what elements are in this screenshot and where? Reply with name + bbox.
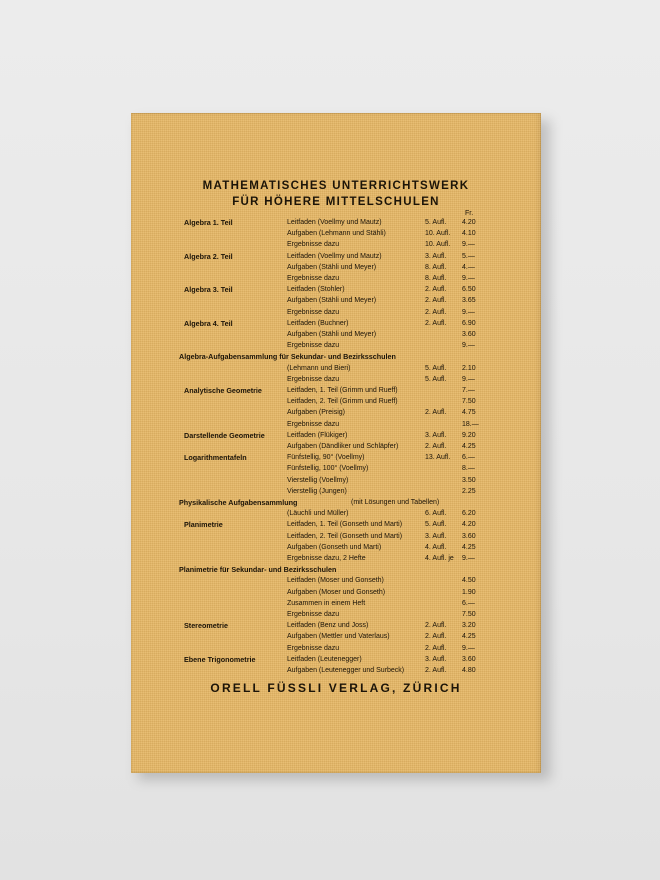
title-text: Ergebnisse dazu (287, 420, 340, 428)
price-text: 4.50 (462, 577, 476, 585)
category-label: Darstellende Geometrie (184, 430, 265, 440)
edition-text: 6. Aufl. (425, 510, 447, 518)
title-text: Leitfaden, 1. Teil (Gonseth und Marti) (287, 521, 403, 529)
title-text: (Läuchli und Müller) (287, 510, 349, 518)
price-text: 2.10 (462, 364, 476, 372)
list-item (131, 228, 541, 239)
edition-text: 8. Aufl. (425, 275, 447, 282)
title-text: Ergebnisse dazu (287, 644, 340, 652)
category-label: Algebra 4. Teil (184, 318, 233, 328)
list-item (131, 598, 541, 609)
list-item (131, 273, 541, 284)
title-text: Ergebnisse dazu, 2 Hefte (287, 555, 366, 562)
price-text: 3.20 (462, 622, 476, 630)
edition-text: 5. Aufl. (425, 364, 447, 372)
list-item (131, 486, 541, 497)
category-label: Algebra 1. Teil (184, 218, 233, 227)
price-text: 6.— (462, 454, 475, 462)
price-text: 3.65 (462, 297, 476, 305)
edition-text: 8. Aufl. (425, 263, 447, 271)
edition-text: 2. Aufl. (425, 644, 447, 652)
list-item (131, 497, 541, 508)
list-item (131, 665, 541, 676)
edition-text: 10. Aufl. (425, 241, 451, 249)
price-text: 1.90 (462, 588, 476, 596)
price-text: 4.25 (462, 633, 476, 641)
list-item (131, 396, 541, 407)
list-item (131, 251, 541, 262)
price-text: 9.— (462, 375, 475, 383)
edition-text: 2. Aufl. (425, 409, 447, 417)
list-item (131, 519, 541, 530)
price-text: 7.50 (462, 398, 476, 406)
title-text: Ergebnisse dazu (287, 241, 340, 249)
price-text: 7.— (462, 387, 475, 394)
title-text: Ergebnisse dazu (287, 342, 340, 350)
price-text: 4.80 (462, 667, 476, 674)
list-item (131, 508, 541, 519)
title-text: Leitfaden, 2. Teil (Gonseth und Marti) (287, 532, 403, 540)
price-text: 4.75 (462, 409, 476, 417)
title-text: Leitfaden (Voellmy und Mautz) (287, 219, 382, 226)
list-item (131, 419, 541, 430)
list-item (131, 239, 541, 250)
price-text: 4.— (462, 263, 475, 271)
title-text: Ergebnisse dazu (287, 275, 340, 282)
title-text: Aufgaben (Leutenegger und Surbeck) (287, 667, 405, 674)
list-item (131, 553, 541, 564)
price-text: 9.— (462, 342, 475, 350)
title-text: Leitfaden (Moser und Gonseth) (287, 577, 384, 585)
category-label: Ebene Trigonometrie (184, 654, 256, 664)
edition-text: 2. Aufl. (425, 667, 447, 674)
title-text: Aufgaben (Dändliker und Schläpfer) (287, 443, 399, 450)
title-text: Leitfaden (Benz und Joss) (287, 622, 369, 630)
price-text: 6.— (462, 599, 475, 607)
list-item (131, 262, 541, 273)
price-text: 3.50 (462, 476, 476, 484)
list-item (131, 363, 541, 374)
category-label: Logarithmentafeln (184, 453, 247, 463)
list-item (131, 620, 541, 631)
title-text: Aufgaben (Preisig) (287, 409, 345, 417)
edition-text: 2. Aufl. (425, 443, 447, 450)
title-text: Zusammen in einem Heft (287, 599, 366, 607)
category-label: Algebra-Aufgabensammlung für Sekundar- und Bezirksschulen (179, 352, 396, 362)
price-text: 3.60 (462, 532, 476, 540)
title-text: Aufgaben (Gonseth und Marti) (287, 543, 382, 551)
price-text: 9.— (462, 308, 475, 316)
edition-text: 2. Aufl. (425, 622, 447, 630)
edition-text: 2. Aufl. (425, 297, 447, 305)
title-text: Aufgaben (Moser und Gonseth) (287, 588, 386, 596)
list-item (131, 318, 541, 329)
title-text: Leitfaden (Buchner) (287, 319, 349, 327)
title-text: (mit Lösungen und Tabellen) (351, 499, 440, 506)
title-text: Ergebnisse dazu (287, 308, 340, 316)
edition-text: 13. Aufl. (425, 454, 451, 462)
edition-text: 3. Aufl. (425, 252, 447, 260)
category-label: Planimetrie für Sekundar- und Bezirksschulen (179, 565, 337, 575)
edition-text: 2. Aufl. (425, 286, 447, 294)
list-item (131, 430, 541, 441)
price-text: 4.25 (462, 543, 476, 551)
list-item (131, 217, 541, 228)
list-item (131, 351, 541, 362)
title-text: Leitfaden (Leutenegger) (287, 655, 362, 663)
price-text: 9.— (462, 241, 475, 249)
list-item (131, 340, 541, 351)
book-list (131, 113, 541, 773)
title-text: Leitfaden (Stohler) (287, 286, 345, 294)
price-text: 3.60 (462, 655, 476, 663)
list-item (131, 542, 541, 553)
price-text: 5.— (462, 252, 475, 260)
edition-text: 4. Aufl. je (425, 555, 454, 562)
edition-text: 3. Aufl. (425, 655, 447, 663)
price-text: 8.— (462, 465, 475, 473)
title-text: Leitfaden (Flükiger) (287, 431, 348, 439)
price-text: 9.20 (462, 431, 476, 439)
price-text: 9.— (462, 275, 475, 282)
edition-text: 4. Aufl. (425, 543, 447, 551)
book-back-cover (131, 113, 541, 773)
list-item (131, 385, 541, 396)
title-text: Vierstellig (Voellmy) (287, 476, 349, 484)
price-text: 6.50 (462, 286, 476, 294)
list-item (131, 329, 541, 340)
category-label: Algebra 2. Teil (184, 251, 233, 261)
price-text: 4.20 (462, 521, 476, 529)
list-item (131, 654, 541, 665)
price-text: 4.10 (462, 230, 476, 238)
list-item (131, 452, 541, 463)
list-item (131, 575, 541, 586)
title-text: Ergebnisse dazu (287, 611, 340, 618)
list-item (131, 295, 541, 306)
price-text: 9.— (462, 555, 475, 562)
category-label: Planimetrie (184, 520, 223, 530)
publisher-name: ORELL FÜSSLI VERLAG, ZÜRICH (210, 681, 462, 695)
title-text: Leitfaden (Voellmy und Mautz) (287, 252, 382, 260)
list-item (131, 609, 541, 620)
list-item (131, 631, 541, 642)
category-label: Analytische Geometrie (184, 386, 262, 395)
edition-text: 2. Aufl. (425, 633, 447, 641)
edition-text: 2. Aufl. (425, 308, 447, 316)
title-text: Fünfstellig, 90° (Voellmy) (287, 454, 365, 462)
list-item (131, 374, 541, 385)
list-item (131, 643, 541, 654)
category-label: Physikalische Aufgabensammlung (179, 498, 298, 507)
list-item (131, 307, 541, 318)
category-label: Algebra 3. Teil (184, 285, 233, 295)
edition-text: 5. Aufl. (425, 219, 447, 226)
title-text: Ergebnisse dazu (287, 375, 340, 383)
title-line-2: FÜR HÖHERE MITTELSCHULEN (232, 196, 440, 208)
price-text: 6.20 (462, 510, 476, 518)
list-item (131, 475, 541, 486)
list-item (131, 463, 541, 474)
currency-label: Fr. (465, 210, 474, 217)
title-text: Aufgaben (Stähli und Meyer) (287, 331, 377, 338)
price-text: 9.— (462, 644, 475, 652)
price-text: 2.25 (462, 487, 476, 495)
list-item (131, 441, 541, 452)
list-item (131, 284, 541, 295)
price-text: 4.25 (462, 443, 476, 450)
category-label: Stereometrie (184, 621, 228, 631)
title-text: Aufgaben (Stähli und Meyer) (287, 263, 377, 271)
edition-text: 10. Aufl. (425, 230, 451, 238)
edition-text: 3. Aufl. (425, 532, 447, 540)
title-text: Leitfaden, 2. Teil (Grimm und Rueff) (287, 398, 398, 406)
price-text: 6.90 (462, 319, 476, 327)
edition-text: 5. Aufl. (425, 375, 447, 383)
price-text: 3.60 (462, 331, 476, 338)
title-line-1: MATHEMATISCHES UNTERRICHTSWERK (202, 180, 470, 192)
title-text: Leitfaden, 1. Teil (Grimm und Rueff) (287, 387, 398, 394)
title-text: (Lehmann und Bieri) (287, 364, 351, 372)
list-item (131, 531, 541, 542)
list-item (131, 407, 541, 418)
title-text: Fünfstellig, 100° (Voellmy) (287, 465, 369, 473)
title-text: Aufgaben (Lehmann und Stähli) (287, 230, 386, 238)
list-item (131, 587, 541, 598)
price-text: 4.20 (462, 219, 476, 226)
title-text: Aufgaben (Stähli und Meyer) (287, 297, 377, 305)
price-text: 7.50 (462, 611, 476, 618)
edition-text: 5. Aufl. (425, 521, 447, 529)
list-item (131, 564, 541, 575)
title-text: Vierstellig (Jungen) (287, 487, 347, 495)
title-text: Aufgaben (Mettler und Vaterlaus) (287, 633, 390, 641)
edition-text: 3. Aufl. (425, 431, 447, 439)
edition-text: 2. Aufl. (425, 319, 447, 327)
price-text: 18.— (462, 420, 479, 428)
